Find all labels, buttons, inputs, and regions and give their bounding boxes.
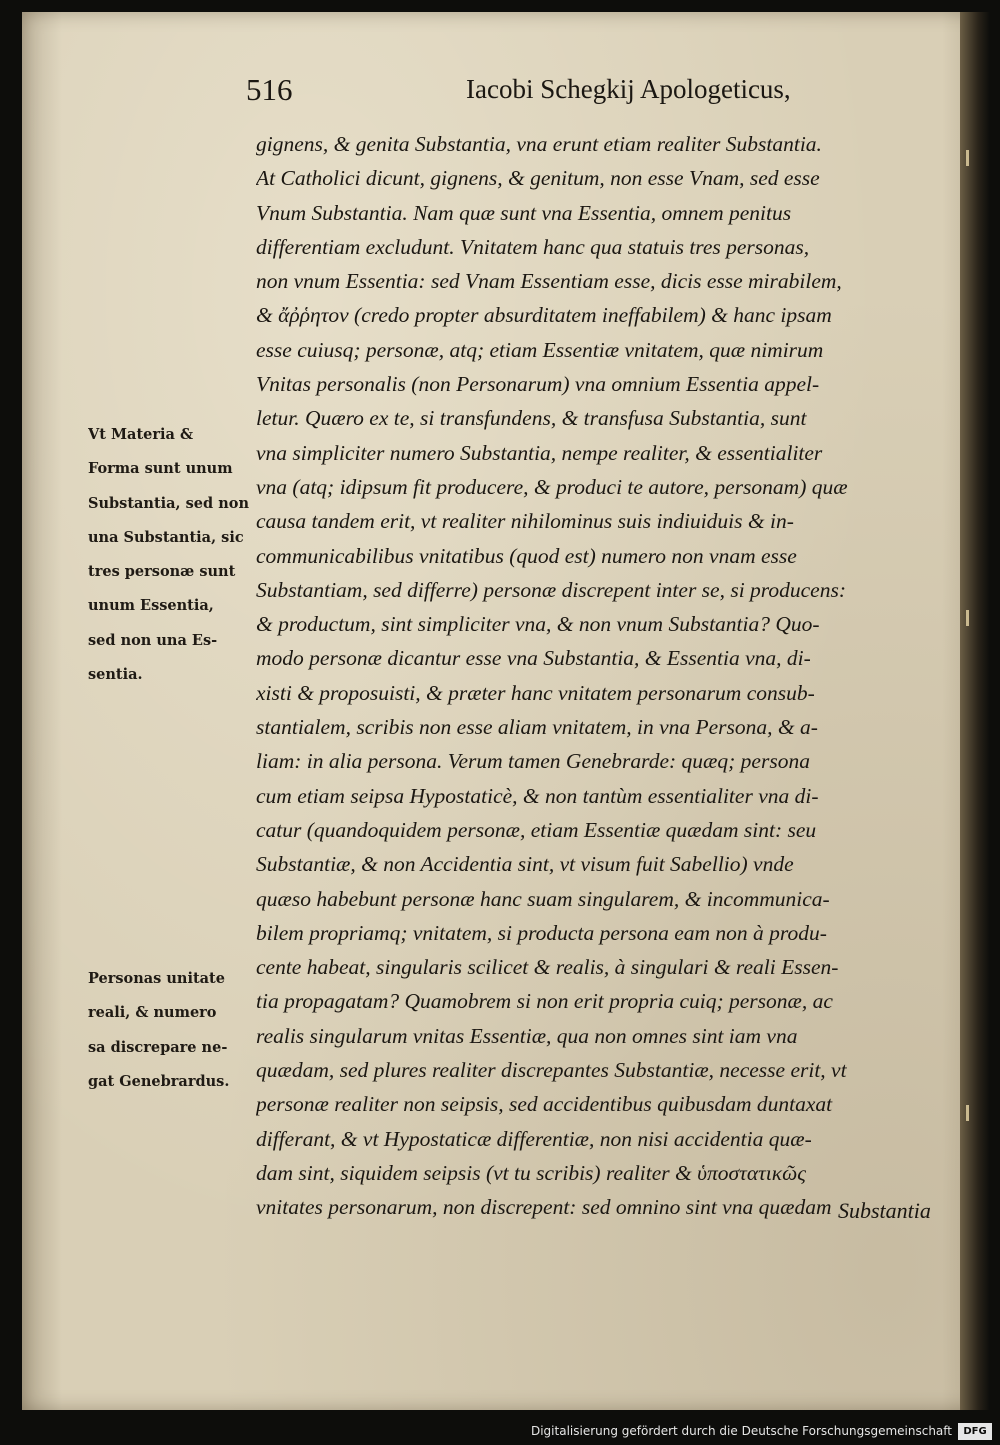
text-line: liam: in alia persona. Verum tamen Genebrarde: quæq; persona: [256, 749, 810, 774]
text-line: & productum, sint simpliciter vna, & non vnum Substantia? Quo-: [256, 612, 820, 637]
text-line: non vnum Essentia: sed Vnam Essentiam esse, dicis esse mirabilem,: [256, 269, 842, 294]
main-text-block: [256, 127, 956, 1225]
marginal-note-line: Personas unitate: [88, 970, 225, 987]
text-line: esse cuiusq; personæ, atq; etiam Essentiæ vnitatem, quæ nimirum: [256, 337, 824, 362]
text-line: vna (atq; idipsum fit producere, & produci te autore, personam) quæ: [256, 474, 848, 499]
text-line: gignens, & genita Substantia, vna erunt etiam realiter Substantia.: [256, 132, 822, 156]
text-line: quædam, sed plures realiter discrepantes Substantiæ, necesse erit, vt: [256, 1058, 847, 1083]
text-line: Substantiam, sed differre) personæ discrepent inter se, si producens:: [256, 577, 846, 602]
text-line: cum etiam seipsa Hypostaticè, & non tantùm essentialiter vna di-: [256, 783, 819, 808]
binding-thread: [966, 1105, 969, 1121]
text-line: causa tandem erit, vt realiter nihilominus suis indiuiduis & in-: [256, 509, 794, 534]
text-line: cente habeat, singularis scilicet & realis, à singulari & reali Essen-: [256, 955, 839, 980]
marginal-note-line: sentia.: [88, 666, 143, 684]
marginal-note-line: Substantia, sed non: [88, 494, 249, 512]
text-line: bilem propriamq; vnitatem, si producta persona eam non à produ-: [256, 920, 827, 945]
text-line: personæ realiter non seipsis, sed accidentibus quibusdam duntaxat: [256, 1092, 833, 1117]
marginal-note-line: una Substantia, sic: [88, 528, 244, 546]
text-line: differentiam excludunt. Vnitatem hanc qua statuis tres personas,: [256, 234, 810, 259]
running-title: Iacobi Schegkij Apologeticus,: [466, 74, 791, 104]
binding-thread: [966, 610, 969, 626]
marginal-note-line: reali, & numero: [88, 1004, 217, 1022]
page-number: 516: [246, 72, 293, 107]
marginal-note-line: gat Genebrardus.: [88, 1072, 230, 1090]
text-line: differant, & vt Hypostaticæ differentiæ, non nisi accidentia quæ-: [256, 1126, 812, 1151]
dfg-logo-icon: DFG: [958, 1423, 992, 1440]
marginal-note-line: sa discrepare ne-: [88, 1038, 228, 1056]
text-line: quæso habebunt personæ hanc suam singularem, & incommunica-: [256, 886, 830, 911]
marginal-note-line: Vt Materia &: [88, 426, 194, 443]
marginal-note-line: unum Essentia,: [88, 597, 214, 615]
marginal-note-line: tres personæ sunt: [88, 563, 236, 581]
text-line: At Catholici dicunt, gignens, & genitum, non esse Vnam, sed esse: [256, 166, 820, 191]
binding-thread: [966, 150, 969, 166]
catchword: Substantia: [838, 1198, 931, 1223]
text-line: tia propagatam? Quamobrem si non erit propria cuiq; personæ, ac: [256, 989, 833, 1014]
text-line: & ἄῤῥητον (credo propter absurditatem ineffabilem) & hanc ipsam: [256, 303, 832, 328]
marginal-note-line: Forma sunt unum: [88, 460, 233, 478]
text-line: modo personæ dicantur esse vna Substantia, & Essentia vna, di-: [256, 646, 811, 671]
text-line: stantialem, scribis non esse aliam vnitatem, in vna Persona, & a-: [256, 715, 818, 740]
text-line: xisti & proposuisti, & præter hanc vnitatem personarum consub-: [256, 680, 815, 705]
marginal-note: [88, 418, 260, 692]
page-header: [246, 72, 806, 112]
marginal-note-line: sed non una Es-: [88, 631, 218, 649]
text-line: catur (quandoquidem personæ, etiam Essentiæ quædam sint: seu: [256, 817, 817, 842]
text-line: Vnitas personalis (non Personarum) vna omnium Essentia appel-: [256, 372, 820, 397]
text-line: Substantiæ, & non Accidentia sint, vt visum fuit Sabellio) vnde: [256, 852, 794, 877]
funding-credit: Digitalisierung gefördert durch die Deutsche Forschungsgemeinschaft: [530, 1424, 952, 1438]
text-line: dam sint, siquidem seipsis (vt tu scribis) realiter & ὑποστατικῶς: [256, 1160, 806, 1185]
text-line: realis singularum vnitas Essentiæ, qua non omnes sint iam vna: [256, 1023, 798, 1048]
page-edge-shadow: [960, 12, 990, 1410]
marginal-note: [88, 962, 260, 1099]
digitization-footer: [0, 1420, 1000, 1445]
text-line: communicabilibus vnitatibus (quod est) numero non vnam esse: [256, 543, 797, 568]
text-line: vnitates personarum, non discrepent: sed omnino sint vna quædam: [256, 1195, 832, 1220]
text-line: Vnum Substantia. Nam quæ sunt vna Essentia, omnem penitus: [256, 200, 792, 225]
text-line: vna simpliciter numero Substantia, nempe realiter, & essentialiter: [256, 440, 823, 465]
text-line: letur. Quæro ex te, si transfundens, & transfusa Substantia, sunt: [256, 406, 807, 431]
